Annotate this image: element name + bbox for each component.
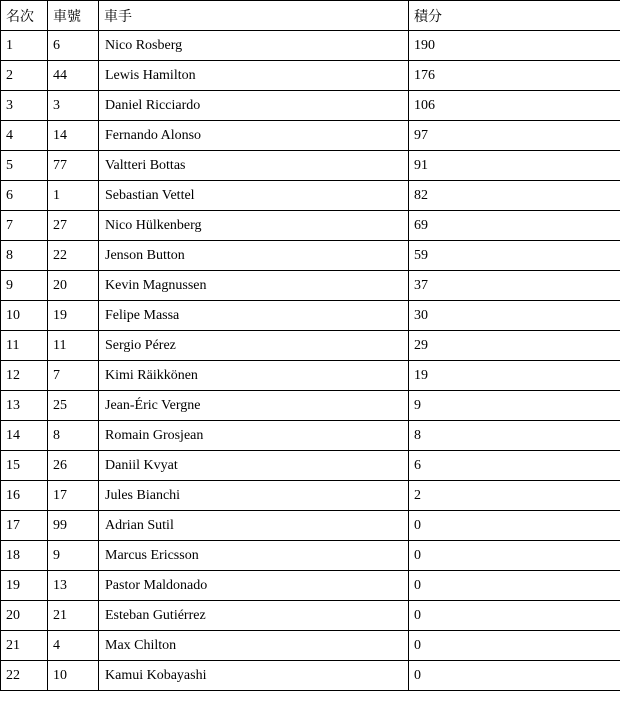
- table-row: [1, 91, 620, 121]
- cell-car-number: 27: [48, 211, 99, 241]
- table-body: [1, 31, 620, 691]
- table-row: [1, 301, 620, 331]
- cell-points: 8: [409, 421, 620, 451]
- cell-points: 69: [409, 211, 620, 241]
- cell-points: 176: [409, 61, 620, 91]
- cell-rank: 17: [1, 511, 48, 541]
- cell-rank: 1: [1, 31, 48, 61]
- cell-driver: Daniel Ricciardo: [99, 91, 409, 121]
- cell-driver: Jenson Button: [99, 241, 409, 271]
- cell-car-number: 3: [48, 91, 99, 121]
- cell-driver: Romain Grosjean: [99, 421, 409, 451]
- cell-rank: 22: [1, 661, 48, 691]
- cell-driver: Jules Bianchi: [99, 481, 409, 511]
- cell-car-number: 77: [48, 151, 99, 181]
- cell-rank: 15: [1, 451, 48, 481]
- cell-points: 29: [409, 331, 620, 361]
- cell-rank: 10: [1, 301, 48, 331]
- cell-rank: 14: [1, 421, 48, 451]
- cell-driver: Kevin Magnussen: [99, 271, 409, 301]
- cell-driver: Esteban Gutiérrez: [99, 601, 409, 631]
- cell-car-number: 44: [48, 61, 99, 91]
- cell-points: 30: [409, 301, 620, 331]
- cell-rank: 20: [1, 601, 48, 631]
- table-row: [1, 481, 620, 511]
- cell-points: 6: [409, 451, 620, 481]
- cell-points: 9: [409, 391, 620, 421]
- table-row: [1, 511, 620, 541]
- header-points: 積分: [409, 1, 620, 31]
- cell-driver: Daniil Kvyat: [99, 451, 409, 481]
- cell-car-number: 99: [48, 511, 99, 541]
- cell-car-number: 4: [48, 631, 99, 661]
- cell-points: 0: [409, 541, 620, 571]
- cell-car-number: 21: [48, 601, 99, 631]
- cell-driver: Nico Rosberg: [99, 31, 409, 61]
- cell-driver: Felipe Massa: [99, 301, 409, 331]
- table-row: [1, 571, 620, 601]
- cell-car-number: 19: [48, 301, 99, 331]
- cell-points: 82: [409, 181, 620, 211]
- cell-driver: Valtteri Bottas: [99, 151, 409, 181]
- cell-points: 0: [409, 631, 620, 661]
- header-driver: 車手: [99, 1, 409, 31]
- table-row: [1, 331, 620, 361]
- cell-driver: Marcus Ericsson: [99, 541, 409, 571]
- cell-rank: 18: [1, 541, 48, 571]
- table-row: [1, 31, 620, 61]
- cell-driver: Jean-Éric Vergne: [99, 391, 409, 421]
- table-row: [1, 421, 620, 451]
- cell-points: 97: [409, 121, 620, 151]
- cell-rank: 8: [1, 241, 48, 271]
- cell-rank: 9: [1, 271, 48, 301]
- cell-rank: 7: [1, 211, 48, 241]
- cell-car-number: 17: [48, 481, 99, 511]
- cell-points: 0: [409, 511, 620, 541]
- cell-points: 2: [409, 481, 620, 511]
- cell-rank: 16: [1, 481, 48, 511]
- cell-rank: 11: [1, 331, 48, 361]
- cell-car-number: 20: [48, 271, 99, 301]
- table-row: [1, 211, 620, 241]
- cell-driver: Sergio Pérez: [99, 331, 409, 361]
- cell-driver: Adrian Sutil: [99, 511, 409, 541]
- cell-points: 37: [409, 271, 620, 301]
- table-row: [1, 631, 620, 661]
- cell-car-number: 13: [48, 571, 99, 601]
- cell-points: 0: [409, 571, 620, 601]
- cell-points: 106: [409, 91, 620, 121]
- table-row: [1, 451, 620, 481]
- table-row: [1, 601, 620, 631]
- cell-car-number: 26: [48, 451, 99, 481]
- table-header: [1, 1, 620, 31]
- cell-driver: Kamui Kobayashi: [99, 661, 409, 691]
- cell-rank: 2: [1, 61, 48, 91]
- cell-points: 0: [409, 601, 620, 631]
- cell-driver: Pastor Maldonado: [99, 571, 409, 601]
- table-row: [1, 391, 620, 421]
- cell-rank: 13: [1, 391, 48, 421]
- cell-car-number: 6: [48, 31, 99, 61]
- cell-rank: 5: [1, 151, 48, 181]
- table-row: [1, 181, 620, 211]
- cell-driver: Lewis Hamilton: [99, 61, 409, 91]
- cell-car-number: 11: [48, 331, 99, 361]
- cell-car-number: 7: [48, 361, 99, 391]
- cell-driver: Kimi Räikkönen: [99, 361, 409, 391]
- cell-rank: 21: [1, 631, 48, 661]
- cell-rank: 3: [1, 91, 48, 121]
- cell-rank: 12: [1, 361, 48, 391]
- cell-points: 91: [409, 151, 620, 181]
- cell-car-number: 1: [48, 181, 99, 211]
- header-car-number: 車號: [48, 1, 99, 31]
- cell-car-number: 9: [48, 541, 99, 571]
- cell-rank: 19: [1, 571, 48, 601]
- cell-driver: Max Chilton: [99, 631, 409, 661]
- cell-rank: 6: [1, 181, 48, 211]
- cell-rank: 4: [1, 121, 48, 151]
- cell-driver: Fernando Alonso: [99, 121, 409, 151]
- cell-car-number: 22: [48, 241, 99, 271]
- table-row: [1, 121, 620, 151]
- cell-car-number: 14: [48, 121, 99, 151]
- table-row: [1, 541, 620, 571]
- table-row: [1, 271, 620, 301]
- table-row: [1, 151, 620, 181]
- table-row: [1, 361, 620, 391]
- header-row: [1, 1, 620, 31]
- cell-points: 0: [409, 661, 620, 691]
- header-rank: 名次: [1, 1, 48, 31]
- cell-points: 59: [409, 241, 620, 271]
- cell-points: 190: [409, 31, 620, 61]
- cell-car-number: 25: [48, 391, 99, 421]
- cell-driver: Sebastian Vettel: [99, 181, 409, 211]
- cell-car-number: 10: [48, 661, 99, 691]
- cell-driver: Nico Hülkenberg: [99, 211, 409, 241]
- table-row: [1, 61, 620, 91]
- table-row: [1, 661, 620, 691]
- cell-car-number: 8: [48, 421, 99, 451]
- table-row: [1, 241, 620, 271]
- cell-points: 19: [409, 361, 620, 391]
